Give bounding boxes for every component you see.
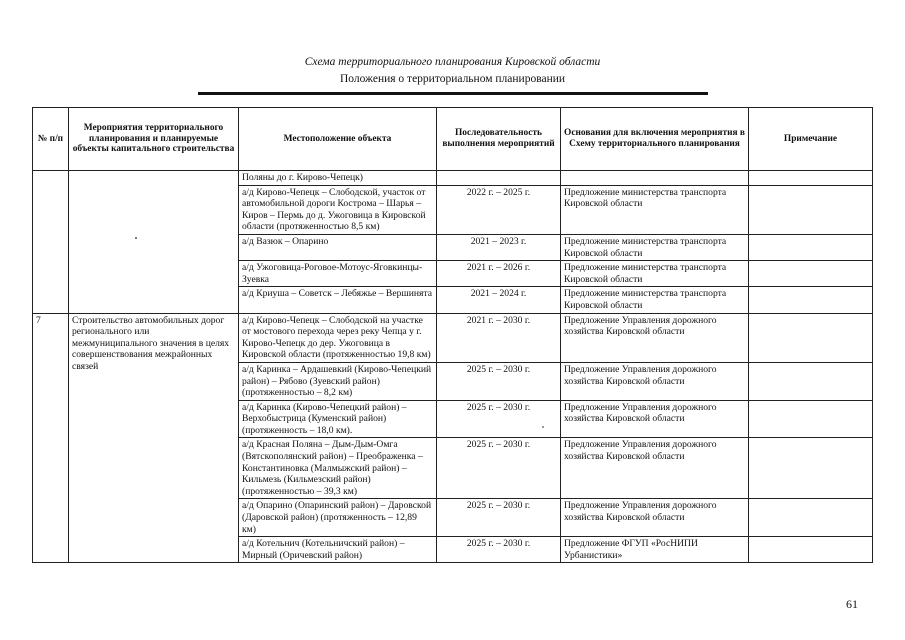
col-header-note: Примечание bbox=[749, 108, 873, 171]
cell-period bbox=[437, 171, 561, 186]
cell-note bbox=[749, 438, 873, 499]
col-header-period: Последовательность выполнения мероприятий bbox=[437, 108, 561, 171]
cell-basis: Предложение министерства транспорта Кировской области bbox=[561, 261, 749, 287]
cell-basis: Предложение Управления дорожного хозяйства Кировской области bbox=[561, 438, 749, 499]
table-header-row bbox=[33, 108, 873, 171]
col-header-basis: Основания для включения мероприятия в Схему территориального планирования bbox=[561, 108, 749, 171]
cell-period: 2021 – 2023 г. bbox=[437, 234, 561, 260]
cell-period: 2025 г. – 2030 г. bbox=[437, 537, 561, 563]
header-rule bbox=[198, 92, 708, 95]
cell-period: 2025 г. – 2030 г. bbox=[437, 499, 561, 537]
table-row bbox=[33, 171, 873, 186]
cell-note bbox=[749, 537, 873, 563]
cell-number bbox=[33, 171, 69, 314]
cell-note bbox=[749, 234, 873, 260]
cell-location: а/д Опарино (Опаринский район) – Даровской (Даровской район) (протяженность – 12,89 км) bbox=[239, 499, 437, 537]
cell-period: 2025 г. – 2030 г. bbox=[437, 400, 561, 438]
cell-location: а/д Кирово-Чепецк – Слободской, участок от автомобильной дороги Кострома – Шарья – Киров – Пермь до д. Ужоговица в Кировской области (протяженностью 8,5 км) bbox=[239, 185, 437, 234]
cell-note bbox=[749, 362, 873, 400]
col-header-location: Местоположение объекта bbox=[239, 108, 437, 171]
cell-note bbox=[749, 499, 873, 537]
cell-basis: Предложение Управления дорожного хозяйства Кировской области bbox=[561, 499, 749, 537]
cell-basis: Предложение министерства транспорта Кировской области bbox=[561, 287, 749, 313]
cell-basis: Предложение министерства транспорта Кировской области bbox=[561, 185, 749, 234]
col-header-number: № п/п bbox=[33, 108, 69, 171]
cell-period: 2022 г. – 2025 г. bbox=[437, 185, 561, 234]
cell-basis: Предложение министерства транспорта Кировской области bbox=[561, 234, 749, 260]
cell-note bbox=[749, 287, 873, 313]
cell-period: 2021 г. – 2026 г. bbox=[437, 261, 561, 287]
cell-basis: Предложение Управления дорожного хозяйства Кировской области bbox=[561, 400, 749, 438]
cell-period: 2021 г. – 2030 г. bbox=[437, 313, 561, 362]
cell-location: Поляны до г. Кирово-Чепецк) bbox=[239, 171, 437, 186]
document-title: Схема территориального планирования Кировской области bbox=[304, 56, 601, 68]
cell-period: 2025 г. – 2030 г. bbox=[437, 438, 561, 499]
cell-location: а/д Каринка (Кирово-Чепецкий район) – Верхобыстрица (Куменский район) (протяженность – 18,0 км). bbox=[239, 400, 437, 438]
cell-basis: Предложение Управления дорожного хозяйства Кировской области bbox=[561, 313, 749, 362]
cell-location: а/д Красная Поляна – Дым-Дым-Омга (Вятскополянский район) – Преображенка – Константиновка (Малмыжский район) – Кильмезь (Кильмезский район) (протяженностью – 39,3 км) bbox=[239, 438, 437, 499]
page-number: 61 bbox=[846, 597, 858, 611]
cell-basis: Предложение ФГУП «РосНИПИ Урбанистики» bbox=[561, 537, 749, 563]
cell-note bbox=[749, 185, 873, 234]
cell-basis: Предложение Управления дорожного хозяйства Кировской области bbox=[561, 362, 749, 400]
section-title: Положения о территориальном планировании bbox=[339, 73, 566, 85]
cell-basis bbox=[561, 171, 749, 186]
table-row bbox=[33, 313, 873, 362]
cell-note bbox=[749, 171, 873, 186]
planning-table bbox=[32, 107, 873, 563]
cell-location: а/д Вазюк – Опарино bbox=[239, 234, 437, 260]
cell-location: а/д Криуша – Советск – Лебяжье – Вершинята bbox=[239, 287, 437, 313]
col-header-activity: Мероприятия территориального планирования и планируемые объекты капитального строительства bbox=[69, 108, 239, 171]
cell-location: а/д Котельнич (Котельничский район) – Мирный (Оричевский район) bbox=[239, 537, 437, 563]
cell-period: 2025 г. – 2030 г. bbox=[437, 362, 561, 400]
cell-note bbox=[749, 313, 873, 362]
cell-number: 7 bbox=[33, 313, 69, 563]
cell-activity: Строительство автомобильных дорог регионального или межмуниципального значения в целях совершенствования межрайонных связей bbox=[69, 313, 239, 563]
cell-location: а/д Ужоговица-Роговое-Мотоус-Яговкинцы-Зуевка bbox=[239, 261, 437, 287]
cell-note bbox=[749, 261, 873, 287]
cell-location: а/д Кирово-Чепецк – Слободской на участке от мостового перехода через реку Чепца у г. Кирово-Чепецк до дер. Ужоговица в Кировской области (протяженностью 19,8 км) bbox=[239, 313, 437, 362]
cell-note bbox=[749, 400, 873, 438]
cell-location: а/д Каринка – Ардашевкий (Кирово-Чепецкий район) – Рябово (Зуевский район) (протяженностью – 8,2 км) bbox=[239, 362, 437, 400]
cell-activity bbox=[69, 171, 239, 314]
cell-period: 2021 – 2024 г. bbox=[437, 287, 561, 313]
